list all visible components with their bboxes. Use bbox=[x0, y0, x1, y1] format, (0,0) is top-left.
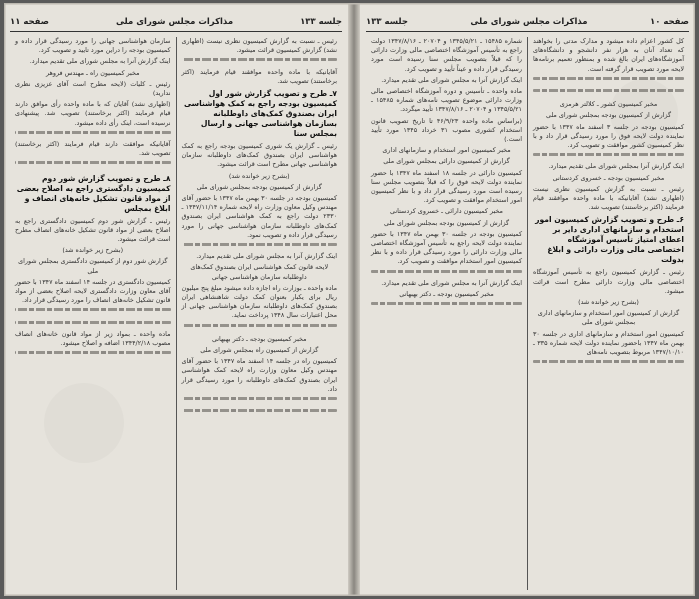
paragraph: رئیس ـ گزارش کمیسیون راجع به تأسیس آموزشگاه اختصاصی مالی وزارت دارائی مطرح است قرائت میشود. bbox=[533, 268, 684, 295]
paragraph: اینک گزارش آنرا بمجلس شورای ملی تقدیم میدارد. bbox=[548, 162, 684, 171]
signature: مخبر کمیسیون کشور ـ کلالتر هرمزی bbox=[559, 100, 658, 109]
signature: مخبر کمیسیون دارائی ـ خسروی کردستانی bbox=[390, 207, 503, 216]
paragraph: کمیسیون بودجه در جلسه ۳۰ بهمن ماه ۱۳۴۷ با حضور آقای مهندس وکیل معاون وزارت راه لایحه شماره ۱۳۴۷/۱۱/۱۴ ـ ۲۳۳۰ دولت راجع به کمک هواشناسی ایران بصندوق کمک‌های داوطلبانه سازمان هواشناسی جهانی را مورد رسیدگی قرار داده و تصویب نمود. bbox=[181, 194, 338, 239]
paragraph: رئیس ـ کلیات (لایحه مطرح است آقای عزیزی نظری ندارید) bbox=[15, 79, 171, 98]
paragraph: کمیسیون امور استخدام و سازمانهای اداری در جلسه ۳۰ بهمن ماه ۱۳۴۷ باحضور نماینده دولت لایحه شماره ۳۳۵ ـ ۱۳۴۷/۱۰/۱۰ مربوط بتصویب نامه‌های bbox=[533, 329, 684, 357]
right-page-header bbox=[366, 17, 689, 32]
read-note: (بشرح زیر خوانده شد) bbox=[228, 171, 290, 180]
right-page bbox=[360, 3, 695, 596]
paragraph: اینک گزارش آنرا به مجلس شورای ملی تقدیم میدارد. bbox=[196, 252, 337, 261]
paragraph: آقایانیکه با ماده واحده موافقند قیام فرمایند (اکثر برخاستند) تصویب شد. bbox=[181, 67, 337, 85]
article-text: ماده واحده ـ بمواد زیر از مواد قانون خانه‌های انصاف مصوب ۱۳۴۴/۲/۱۸ اضافه و اصلاح میشود. bbox=[15, 329, 171, 348]
report-title: گزارش از کمیسیون امور استخدام و سازمانهای اداری بمجلس شورای ملی bbox=[537, 309, 680, 327]
section-heading-8: ۸ـ طرح و تصویب گزارش شور دوم کمیسیون دادگستری راجع به اصلاح بعضی از مواد قانون تشکیل خانه‌های انصاف و ابلاغ بمجلس bbox=[16, 173, 171, 213]
paragraph: کمیسیون دادگستری در جلسه ۱۴ اسفند ماه ۱۳۴۷ با حضور آقای معاون وزارت دادگستری لایحه اصلاح بعضی از مواد قانون تشکیل خانه‌های انصاف را مورد رسیدگی قرار داد. bbox=[15, 277, 171, 305]
paragraph: سازمان هواشناسی جهانی را مورد رسیدگی قرار داده و کمیسیون بودجه را دراین مورد تایید و تصویب کرد. bbox=[15, 37, 171, 55]
paragraph: (اظهاری نشد) آقایان که با ماده واحده رأی موافق دارند قیام فرمایند (اکثر برخاستند) تصویب شد. پیشنهادی نرسیده است، اینک رأی داده میشود. bbox=[15, 100, 171, 127]
paragraph: اینک گزارش آنرا به مجلس شورای ملی تقدیم میدارد. bbox=[29, 57, 171, 66]
right-header-session: جلسه ۱۳۳ bbox=[366, 17, 408, 27]
text-line bbox=[182, 243, 338, 252]
paragraph: شماره ۱۵۴۸۵ ـ ۱۳۴۵/۵/۲۱ و ۲۰۷۰۴ ـ ۱۳۴۷/۸/۱۶ دولت راجع به تأسیس آموزشگاه اختصاصی مالی وزارت دارائی را که قبلاً بتصویب مجلس سنا رسیده است مورد رسیدگی قرار داده و عیناً تأیید و تصویب کرد. bbox=[371, 37, 523, 73]
text-line bbox=[15, 351, 171, 360]
paragraph: اینک گزارش آنرا به مجلس شورای ملی تقدیم میدارد. bbox=[381, 278, 522, 287]
section-heading-7: ۷ـ طرح و تصویب گزارش شور اول کمیسیون بودجه راجع به کمک هواشناسی ایران بصندوق کمک‌های داوطلبانه بسازمان هواشناسی جهانی و ارسال بمجلس سنا bbox=[183, 89, 337, 138]
left-page-outer-column bbox=[10, 37, 176, 590]
right-page-outer-column bbox=[528, 37, 689, 590]
book-spread bbox=[4, 3, 695, 596]
text-line bbox=[533, 89, 684, 98]
signature: مخبر کمیسیون بودجه ـ خسروی کردستانی bbox=[552, 173, 665, 182]
right-header-title: مذاکرات مجلس شورای ملی bbox=[470, 17, 588, 27]
text-line bbox=[15, 161, 171, 170]
paragraph: کمیسیون دارائی در جلسه ۱۸ اسفند ماه ۱۳۴۷ با حضور نماینده دولت لایحه فوق را که قبلاً بتصویب مجلس سنا رسیده است مورد رسیدگی قرار داد و با نظر کمیسیون امور استخدام موافقت و تصویب کرد. bbox=[371, 168, 522, 205]
read-note: (بشرح زیر خوانده شد) bbox=[578, 298, 639, 307]
paragraph: رئیس ـ نسبت به گزارش کمیسیون نظری نیست (اظهاری نشد) گزارش کمیسیون قرائت میشود. bbox=[181, 37, 337, 55]
article-text: ماده واحده ـ بوزارت راه اجازه داده میشود مبلغ پنج میلیون ریال برای یکبار بعنوان کمک دولت شاهنشاهی ایران بصندوق کمک‌های داوطلبانه سازمان هواشناسی جهانی از محل اعتبارات سال ۱۳۴۸ پرداخت نماید. bbox=[181, 283, 337, 320]
signature: مخبر کمیسیون بودجه ـ دکتر بهبهانی bbox=[211, 334, 307, 343]
right-page-inner-column bbox=[366, 37, 527, 590]
report-title: گزارش از کمیسیون بودجه بمجلس شورای ملی bbox=[196, 182, 322, 191]
text-line bbox=[533, 153, 684, 162]
paragraph: رئیس ـ نسبت به گزارش کمیسیون نظری نیست (اظهاری نشد) آقایانیکه با ماده واحده موافقند قیام فرمایند (اکثر برخاستند) تصویب شد. bbox=[533, 184, 684, 212]
paragraph: کمیسیون راه در جلسه ۱۴ اسفند ماه ۱۳۴۷ با حضور آقای مهندس وکیل معاون وزارت راه لایحه کمک هواشناسی ایران بصندوق کمک‌های داوطلبانه را مورد رسیدگی قرار داد. bbox=[181, 357, 337, 393]
left-header-title: مذاکرات مجلس شورای ملی bbox=[115, 17, 234, 27]
paragraph: آقایانیکه موافقت دارند قیام فرمایند (اکثر برخاستند) تصویب شد. bbox=[15, 140, 171, 158]
report-title: گزارش از کمیسیون دارائی بمجلس شورای ملی bbox=[383, 157, 510, 166]
text-line bbox=[15, 131, 171, 140]
book-gutter bbox=[348, 3, 360, 596]
text-line bbox=[533, 360, 684, 369]
paragraph: اینک گزارش آنرا به مجلس شورای ملی تقدیم میدارد. bbox=[381, 75, 522, 84]
text-line bbox=[15, 308, 171, 317]
paragraph: کل کشور اعزام داده میشود و مدارک مدتی را بخواهند که تعداد آنان به هزار نفر دانشجو و دانشگاه‌های آموزشگاه‌های ایران بالغ شده و بمنظور تعمیم برنامه‌ها لایحه مورد تصویب قرار گرفته است. bbox=[533, 37, 684, 73]
paragraph: (براساس ماده واحده ۴۶/۹/۲۳ تا تاریخ تصویب قانون استخدام کشوری مصوب ۳۱ خرداد ۱۳۴۵ مورد تأیید است.) bbox=[371, 116, 522, 144]
column-rule bbox=[176, 37, 177, 590]
paragraph: رئیس ـ گزارش یک شوری کمیسیون بودجه راجع به کمک هواشناسی ایران بصندوق کمک‌های داوطلبانه سازمان هواشناسی جهانی مطرح است قرائت میشود. bbox=[181, 142, 337, 169]
right-page-columns bbox=[366, 37, 689, 590]
left-page-inner-column bbox=[177, 37, 343, 590]
left-page bbox=[4, 3, 348, 596]
text-line bbox=[182, 324, 338, 333]
law-title: لایحه قانون کمک هواشناسی ایران بصندوق کمک‌های داوطلبانه سازمان هواشناسی جهانی bbox=[190, 263, 329, 281]
paragraph: رئیس ـ گزارش شور دوم کمیسیون دادگستری راجع به اصلاح بعضی از مواد قانون تشکیل خانه‌های انصاف مطرح است قرائت میشود. bbox=[15, 216, 171, 244]
text-line bbox=[15, 321, 171, 330]
report-title: گزارش شور دوم از کمیسیون دادگستری بمجلس شورای ملی bbox=[18, 257, 168, 275]
left-page-columns bbox=[10, 37, 342, 590]
article-text: ماده واحده ـ تأسیس و دوره آموزشگاه اختصاصی مالی وزارت دارائی موضوع تصویب نامه‌های شماره ۱۵۴۸۵ ـ ۱۳۴۵/۵/۲۱ و ۲۰۷۰۴ ـ ۱۳۴۷/۸/۱۶ تأیید میگردد. bbox=[371, 87, 523, 114]
column-rule bbox=[527, 37, 528, 590]
signature: مخبر کمیسیون بودجه ـ دکتر بهبهانی bbox=[399, 290, 494, 299]
signature: مخبر کمیسیون امور استخدام و سازمانهای اداری bbox=[382, 146, 511, 155]
text-line bbox=[182, 409, 338, 418]
report-title: گزارش از کمیسیون بودجه بمجلس شورای ملی bbox=[383, 218, 510, 227]
text-line bbox=[182, 397, 338, 406]
paragraph: کمیسیون بودجه در جلسه ۳۰ بهمن ماه ۱۳۴۷ با حضور نماینده دولت لایحه راجع به تأسیس آموزشگاه اختصاصی مالی وزارت دارائی را مورد رسیدگی قرار داده و با نظر کمیسیون امور استخدام موافقت و تصویب کرد. bbox=[371, 229, 522, 266]
text-line bbox=[182, 58, 338, 67]
left-page-header bbox=[10, 17, 342, 32]
left-header-page-number: صفحه ۱۱ bbox=[10, 17, 49, 27]
read-note: (بشرح زیر خوانده شد) bbox=[62, 246, 124, 255]
right-header-page-number: صفحه ۱۰ bbox=[650, 17, 689, 27]
text-line bbox=[533, 77, 684, 86]
paragraph: کمیسیون بودجه در جلسه ۳ اسفند ماه ۱۳۴۷ با حضور نماینده دولت لایحه فوق را مورد رسیدگی قرار داد و با نظر کمیسیون کشور موافقت و تصویب کرد. bbox=[533, 122, 685, 149]
section-heading-6: ۶ـ طرح و تصویب گزارش کمیسیون امور استخدام و سازمانهای اداری دایر بر اعطای امتیاز تأسیس آموزشگاه اختصاصی مالی وزارت دارائی و ابلاغ بدولت bbox=[535, 215, 684, 265]
left-header-session: جلسه ۱۳۳ bbox=[300, 17, 342, 27]
report-title: گزارش از کمیسیون بودجه بمجلس شورای ملی bbox=[545, 111, 672, 120]
text-line bbox=[371, 302, 522, 311]
signature: مخبر کمیسیون راه ـ مهندس فروهر bbox=[45, 68, 140, 77]
text-line bbox=[371, 270, 522, 279]
report-title: گزارش از کمیسیون راه بمجلس شورای ملی bbox=[200, 346, 319, 355]
